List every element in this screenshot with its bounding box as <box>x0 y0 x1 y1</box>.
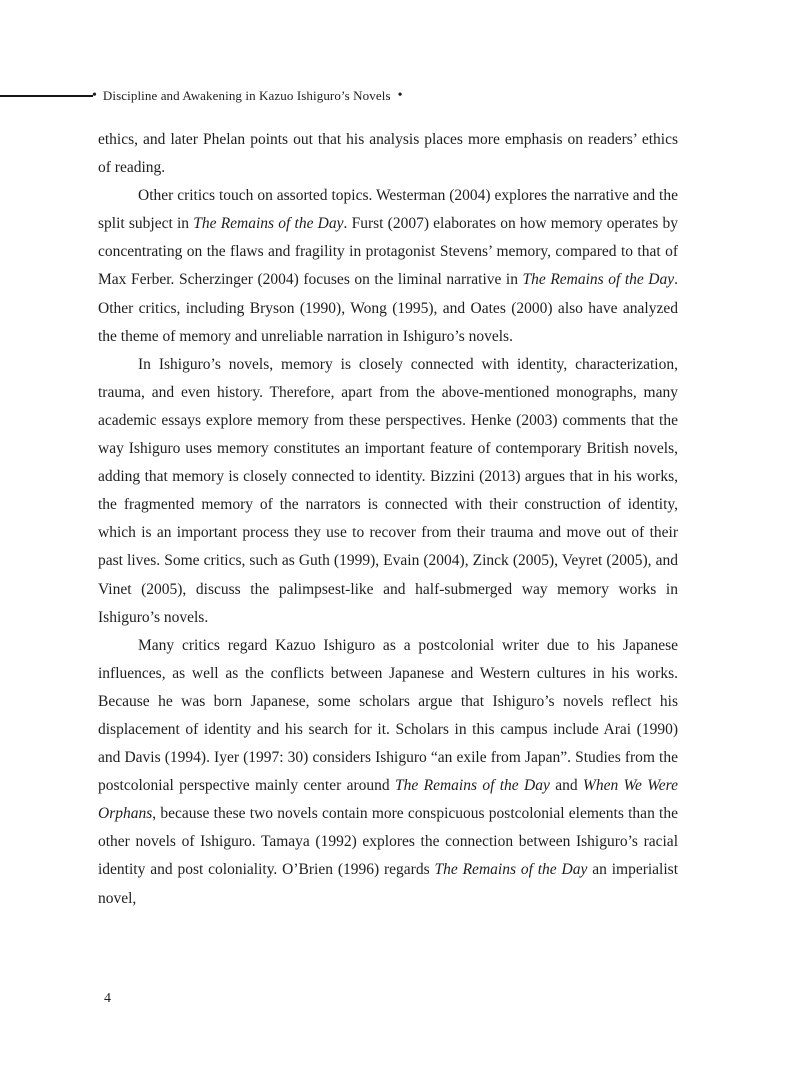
text-run: In Ishiguro’s novels, memory is closely connected with identity, characterization, trauma, and even history. Therefore, apart from the above-mentioned monographs, many academic essays explore memory from these perspectives. Henke (2003) comments that the way Ishiguro uses memory constitutes an important feature of contemporary British novels, adding that memory is closely connected to identity. Bizzini (2013) argues that in his works, the fragmented memory of the narrators is connected with their construction of identity, which is an important process they use to recover from their trauma and move out of their past lives. Some critics, such as Guth (1999), Evain (2004), Zinck (2005), Veyret (2005), and Vinet (2005), discuss the palimpsest-like and half-submerged way memory works in Ishiguro’s novels. <box>98 355 678 626</box>
text-run: ethics, and later Phelan points out that his analysis places more emphasis on readers’ ethics of reading. <box>98 131 678 177</box>
header-trailing-bullet: • <box>397 88 403 103</box>
text-run: , because these two novels contain more conspicuous postcolonial elements than the other novels of Ishiguro. Tamaya (1992) explores the connection between Ishiguro’s racial identity and post coloniality. O’Brien (1996) regards <box>98 805 678 879</box>
paragraph <box>98 351 678 632</box>
book-title-italic: The Remains of the Day <box>434 861 588 879</box>
text-run: . Other critics, including Bryson (1990), Wong (1995), and Oates (2000) also have analyzed the theme of memory and unreliable narration in Ishiguro’s novels. <box>98 271 678 345</box>
text-run: . Furst (2007) elaborates on how memory operates by concentrating on the flaws and fragility in protagonist Stevens’ memory, compared to that of Max Ferber. Scherzinger (2004) focuses on the liminal narrative in <box>98 215 678 289</box>
text-run: and <box>549 777 583 795</box>
page-number: 4 <box>104 991 111 1006</box>
text-run: an imperialist novel, <box>98 861 679 907</box>
paragraph <box>98 126 678 182</box>
text-run: Many critics regard Kazuo Ishiguro as a postcolonial writer due to his Japanese influences, as well as the conflicts between Japanese and Western cultures in his works. Because he was born Japanese, some scholars argue that Ishiguro’s novels reflect his displacement of identity and his search for it. Scholars in this campus include Arai (1990) and Davis (1994). Iyer (1997: 30) considers Ishiguro “an exile from Japan”. Studies from the postcolonial perspective mainly center around <box>98 636 678 795</box>
header-rule-line <box>0 95 93 97</box>
paragraph <box>98 182 678 351</box>
book-title-italic: The Remains of the Day <box>395 777 550 795</box>
header-leading-bullet: • <box>92 88 97 103</box>
running-header-title: Discipline and Awakening in Kazuo Ishiguro’s Novels <box>102 88 391 103</box>
text-run: Other critics touch on assorted topics. Westerman (2004) explores the narrative and the split subject in <box>98 187 678 233</box>
book-title-italic: When We Were Orphans <box>98 777 678 823</box>
running-header <box>0 87 403 105</box>
paragraph <box>98 632 678 913</box>
book-title-italic: The Remains of the Day <box>522 271 675 289</box>
book-title-italic: The Remains of the Day <box>193 215 344 233</box>
body-text <box>98 126 678 913</box>
